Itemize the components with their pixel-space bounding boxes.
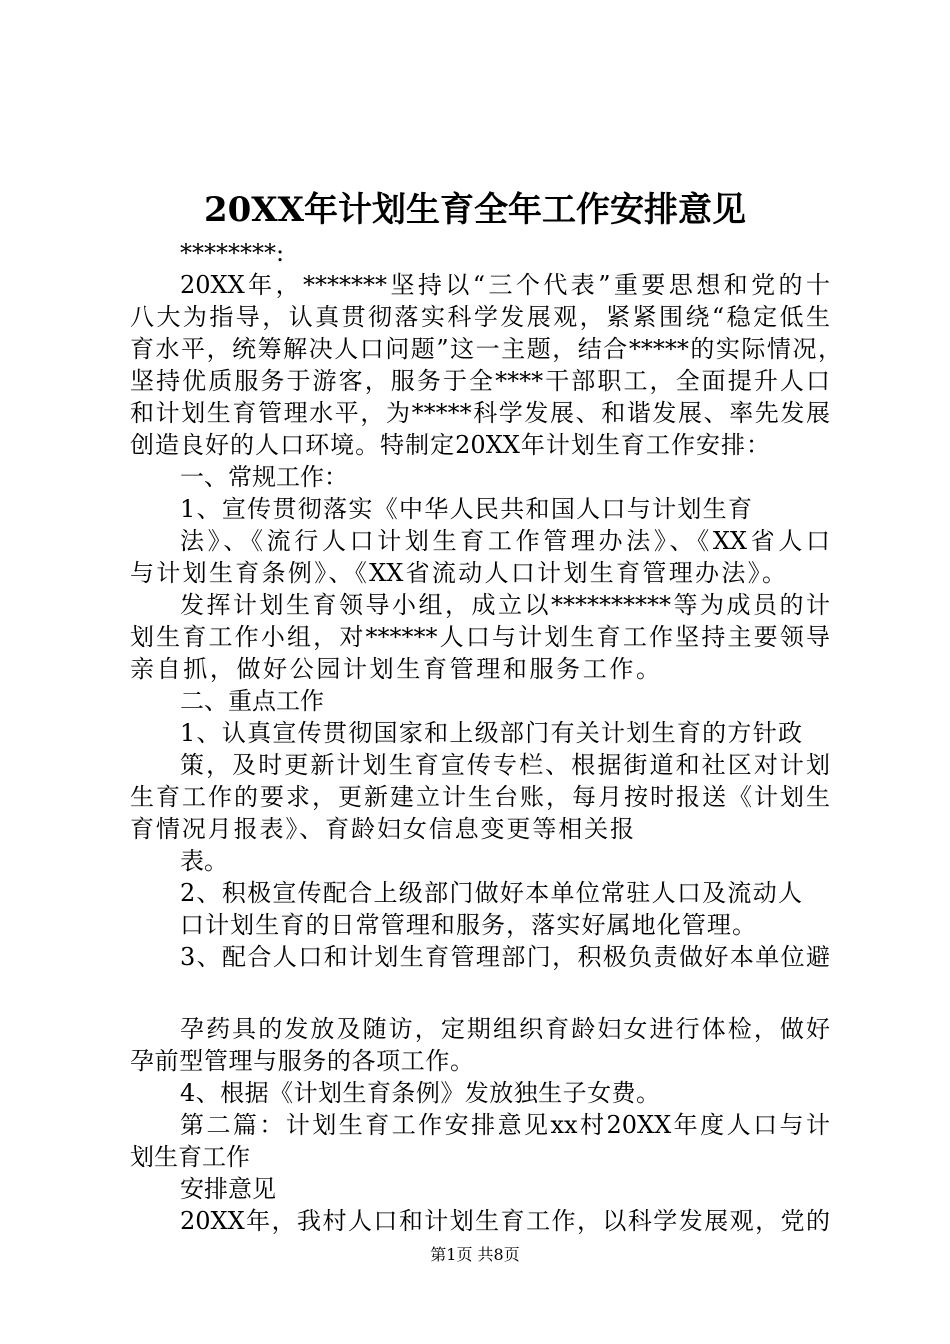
body-line: 1、宣传贯彻落实《中华人民共和国人口与计划生育	[180, 495, 752, 523]
page-indicator: 第1页 共8页	[430, 1245, 520, 1264]
body-line: 划生育工作小组，对******人口与计划生育工作坚持主要领导	[130, 623, 830, 651]
body-line: 发挥计划生育领导小组，成立以**********等为成员的计	[180, 591, 830, 619]
body-line: 孕药具的发放及随访，定期组织育龄妇女进行体检，做好	[180, 1015, 830, 1043]
body-line: 与计划生育条例》、《XX省流动人口计划生育管理办法》。	[130, 559, 786, 587]
body-line: 3、配合人口和计划生育管理部门，积极负责做好本单位避	[180, 943, 830, 971]
document-title: 20XX年计划生育全年工作安排意见	[203, 190, 747, 230]
section-heading: 二、重点工作	[180, 687, 324, 715]
body-line: 20XX年，我村人口和计划生育工作，以科学发展观，党的	[180, 1207, 830, 1235]
body-line: 2、积极宣传配合上级部门做好本单位常驻人口及流动人	[180, 879, 802, 907]
section-heading: 一、常规工作：	[180, 463, 348, 491]
body-line: 坚持优质服务于游客，服务于全****干部职工，全面提升人口	[130, 367, 830, 395]
body-line: 生育工作的要求，更新建立计生台账，每月按时报送《计划生	[130, 783, 830, 811]
body-line: 安排意见	[180, 1175, 276, 1203]
body-line: 表。	[180, 847, 228, 875]
body-line: 口计划生育的日常管理和服务，落实好属地化管理。	[180, 911, 756, 939]
body-line: 育水平，统筹解决人口问题”这一主题，结合*****的实际情况，	[130, 335, 842, 363]
body-line: 4、根据《计划生育条例》发放独生子女费。	[180, 1079, 660, 1107]
body-line: 和计划生育管理水平，为*****科学发展、和谐发展、率先发展	[130, 399, 830, 427]
body-line: 第二篇：计划生育工作安排意见xx村20XX年度人口与计	[180, 1111, 830, 1139]
body-line: 育情况月报表》、育龄妇女信息变更等相关报	[130, 815, 634, 843]
body-line: 八大为指导，认真贯彻落实科学发展观，紧紧围绕“稳定低生	[130, 303, 830, 331]
body-line: 法》、《流行人口计划生育工作管理办法》、《XX省人口	[180, 527, 830, 555]
body-line: 划生育工作	[130, 1143, 250, 1171]
body-line: 策，及时更新计划生育宣传专栏、根据街道和社区对计划	[180, 751, 830, 779]
body-line: 1、认真宣传贯彻国家和上级部门有关计划生育的方针政	[180, 719, 802, 747]
body-line: 创造良好的人口环境。特制定20XX年计划生育工作安排：	[130, 431, 770, 459]
body-line: 亲自抓，做好公园计划生育管理和服务工作。	[130, 655, 660, 683]
salutation-line: ********:	[180, 239, 285, 267]
body-line: 孕前型管理与服务的各项工作。	[130, 1047, 474, 1075]
body-line: 20XX年，*******坚持以“三个代表”重要思想和党的十	[180, 271, 830, 299]
